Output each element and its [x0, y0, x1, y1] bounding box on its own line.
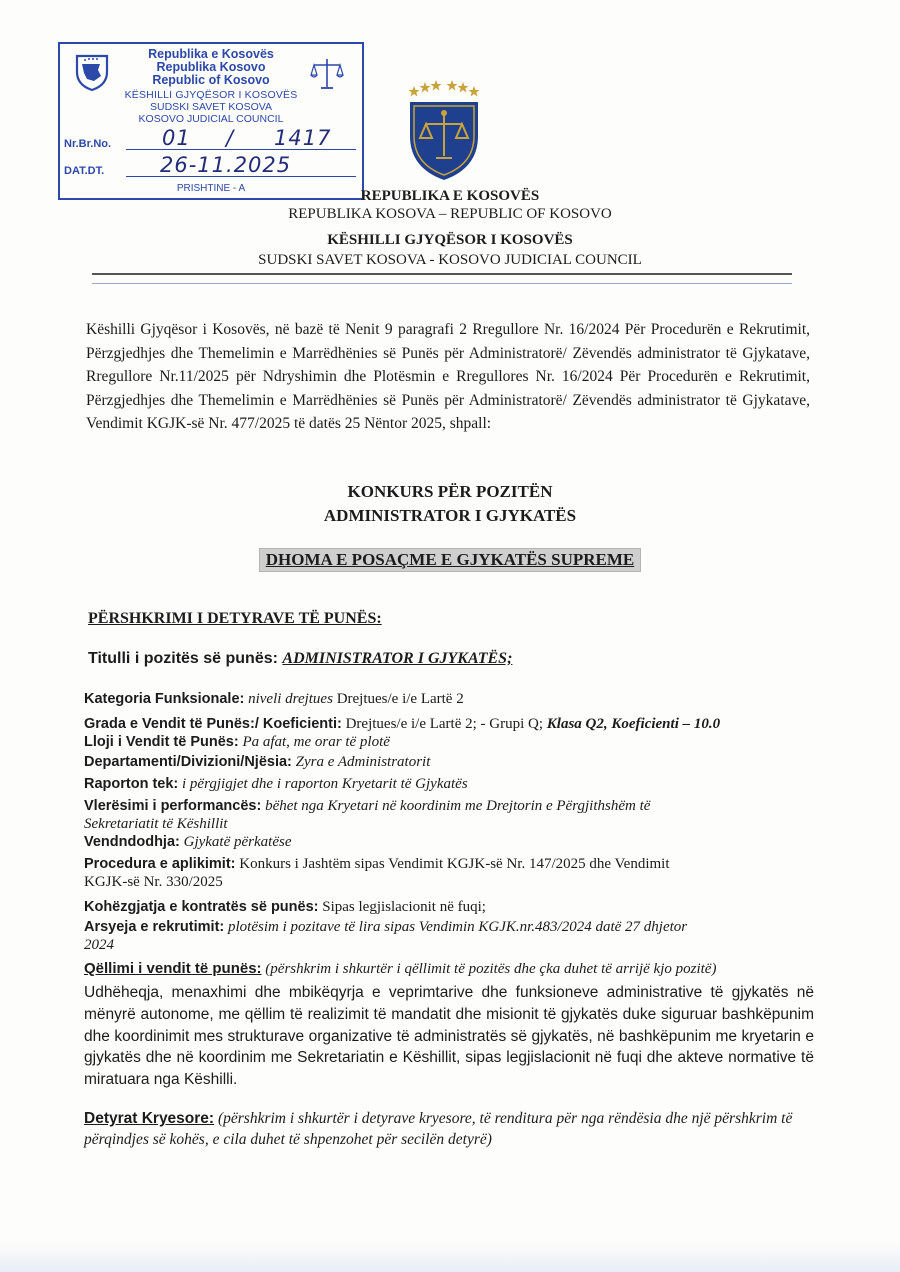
- detail-procedura: [84, 855, 824, 891]
- detail-arsyeja: [84, 918, 824, 954]
- detail-kohezgjatja: [84, 898, 824, 916]
- detail-label: Vlerësimi i performancës:: [84, 798, 262, 814]
- detail-value: Zyra e Administratorit: [295, 754, 431, 770]
- stamp-date-row: [64, 153, 356, 179]
- detail-value: i përgjigjet dhe i raporton Kryetarit të Gjykatës: [182, 776, 468, 792]
- kosovo-judicial-coat-of-arms-icon: [404, 78, 484, 182]
- header-republic-sub: REPUBLIKA KOSOVA – REPUBLIC OF KOSOVO: [288, 206, 612, 222]
- detail-grada: [84, 715, 824, 733]
- stamp-number-label: Nr.Br.No.: [64, 138, 112, 150]
- header-republic: REPUBLIKA E KOSOVËS: [360, 188, 540, 204]
- stamp-line: Republic of Kosovo: [152, 73, 270, 87]
- detail-value: Konkurs i Jashtëm sipas Vendimit KGJK-së Nr. 147/2025 dhe Vendimit: [235, 856, 670, 872]
- stamp-line: Republika Kosovo: [156, 60, 266, 74]
- detail-label: Raporton tek:: [84, 776, 179, 792]
- scan-edge: [0, 1242, 900, 1272]
- registry-stamp: [58, 42, 364, 200]
- detail-label: Lloji i Vendit të Punës:: [84, 734, 239, 750]
- konkurs-position: ADMINISTRATOR I GJYKATËS: [323, 506, 577, 525]
- main-duties: [84, 1108, 804, 1150]
- detail-value-cont: KGJK-së Nr. 330/2025: [84, 874, 223, 890]
- detail-value: Gjykatë përkatëse: [183, 834, 292, 850]
- chamber-title: DHOMA E POSAÇME E GJYKATËS SUPREME: [259, 548, 642, 572]
- stamp-number-part2: 1417: [274, 126, 332, 150]
- detail-label: Departamenti/Divizioni/Njësia:: [84, 754, 292, 770]
- detail-label: Arsyeja e rekrutimit:: [84, 919, 225, 935]
- detail-value: bëhet nga Kryetari në koordinim me Drejtorin e Përgjithshëm të: [265, 798, 651, 814]
- detail-value: Klasa Q2, Koeficienti – 10.0: [546, 716, 721, 732]
- header-council-sub: SUDSKI SAVET KOSOVA - KOSOVO JUDICIAL COUNCIL: [258, 252, 642, 268]
- stamp-line: SUDSKI SAVET KOSOVA: [150, 101, 272, 113]
- konkurs-title: KONKURS PËR POZITËN: [347, 482, 553, 501]
- stamp-date-label: DAT.DT.: [64, 165, 105, 177]
- detail-label: Kategoria Funksionale:: [84, 691, 245, 707]
- stamp-place: PRISHTINE - A: [176, 183, 246, 194]
- stamp-line: KËSHILLI GJYQËSOR I KOSOVËS: [124, 89, 298, 101]
- header-divider-thin: [92, 283, 792, 284]
- detail-value: Pa afat, me orar të plotë: [242, 734, 390, 750]
- detail-value: Sipas legjislacionit në fuqi;: [318, 899, 486, 915]
- detail-lloji: [84, 733, 824, 751]
- detail-label: Procedura e aplikimit:: [84, 856, 236, 872]
- detail-value-cont: Sekretariatit të Këshillit: [84, 816, 228, 832]
- stamp-number-row: [64, 126, 356, 152]
- purpose-label: Qëllimi i vendit të punës:: [84, 960, 262, 977]
- detail-value: Drejtues/e i/e Lartë 2: [332, 691, 464, 707]
- detail-vleresimi: [84, 797, 824, 833]
- detail-label: Vendndodhja:: [84, 834, 180, 850]
- detail-value-cont: 2024: [84, 937, 114, 953]
- job-title-value: ADMINISTRATOR I GJYKATËS;: [282, 650, 513, 667]
- purpose-note: (përshkrim i shkurtër i qëllimit të pozitës dhe çka duhet të arrijë kjo pozitë): [261, 961, 717, 977]
- detail-kategoria: [84, 690, 824, 708]
- stamp-number-separator: /: [226, 126, 235, 150]
- purpose-body: Udhëheqja, menaxhimi dhe mbikëqyrja e veprimtarive dhe funksioneve administrative të gjykatës në mënyrë autonome, me qëllim të realizimit të mandatit dhe misionit të gjykatës duke siguruar bashkëpunim dhe koordinimit mes strukturave organizative të administratës së gjykatës, në bashkëpunim me kryetarin e gjykatës dhe në koordinim me Sekretariatin e Këshillit, sipas legjislacionit në fuqi dhe akteve normative të miratuara nga Këshilli.: [84, 984, 814, 1089]
- stamp-line: Republika e Kosovës: [148, 47, 274, 61]
- stamp-line: KOSOVO JUDICIAL COUNCIL: [138, 113, 284, 125]
- detail-raporton: [84, 775, 824, 793]
- detail-departamenti: [84, 753, 824, 771]
- purpose-heading: [84, 960, 814, 978]
- detail-label: Grada e Vendit të Punës:/ Koeficienti:: [84, 716, 342, 732]
- detail-value: Drejtues/e i/e Lartë 2; - Grupi Q;: [341, 716, 544, 732]
- chamber-box: [0, 548, 900, 572]
- intro-paragraph: Këshilli Gjyqësor i Kosovës, në bazë të Nenit 9 paragrafi 2 Rregullore Nr. 16/2024 Për Procedurën e Rekrutimit, Përzgjedhjes dhe Themelimin e Marrëdhënies së Punës për Administratorë/ Zëvendës administrator të Gjykatave, Rregullore Nr.11/2025 për Ndryshimin dhe Plotësmin e Rregullores Nr. 16/2024 Për Procedurën e Rekrutimit, Përzgjedhjes dhe Themelimin e Marrëdhënies së Punës për Administratorë/ Zëvendës administrator të Gjykatave, Vendimit KGJK-së Nr. 477/2025 të datës 25 Nëntor 2025, shpall:: [86, 321, 810, 432]
- header-divider: [92, 273, 792, 275]
- duties-note: (përshkrim i shkurtër i detyrave kryesore, të renditura për nga rëndësia dhe një përshkrim të përqindjes së kohës, e cila duhet të shpenzohet për secilën detyrë): [84, 1110, 793, 1148]
- detail-vendndodhja: [84, 833, 824, 851]
- job-title-label: Titulli i pozitës së punës:: [88, 650, 278, 667]
- stamp-date-value: 26-11.2025: [160, 153, 292, 177]
- detail-value: plotësim i pozitave të lira sipas Vendimin KGJK.nr.483/2024 datë 27 dhjetor: [227, 919, 688, 935]
- detail-value: niveli drejtues: [248, 691, 333, 707]
- header-council: KËSHILLI GJYQËSOR I KOSOVËS: [327, 232, 573, 248]
- duties-label: Detyrat Kryesore:: [84, 1110, 215, 1127]
- section-title: PËRSHKRIMI I DETYRAVE TË PUNËS:: [88, 610, 382, 627]
- job-title-row: [88, 650, 512, 668]
- detail-label: Kohëzgjatja e kontratës së punës:: [84, 899, 319, 915]
- stamp-number-part1: 01: [162, 126, 191, 150]
